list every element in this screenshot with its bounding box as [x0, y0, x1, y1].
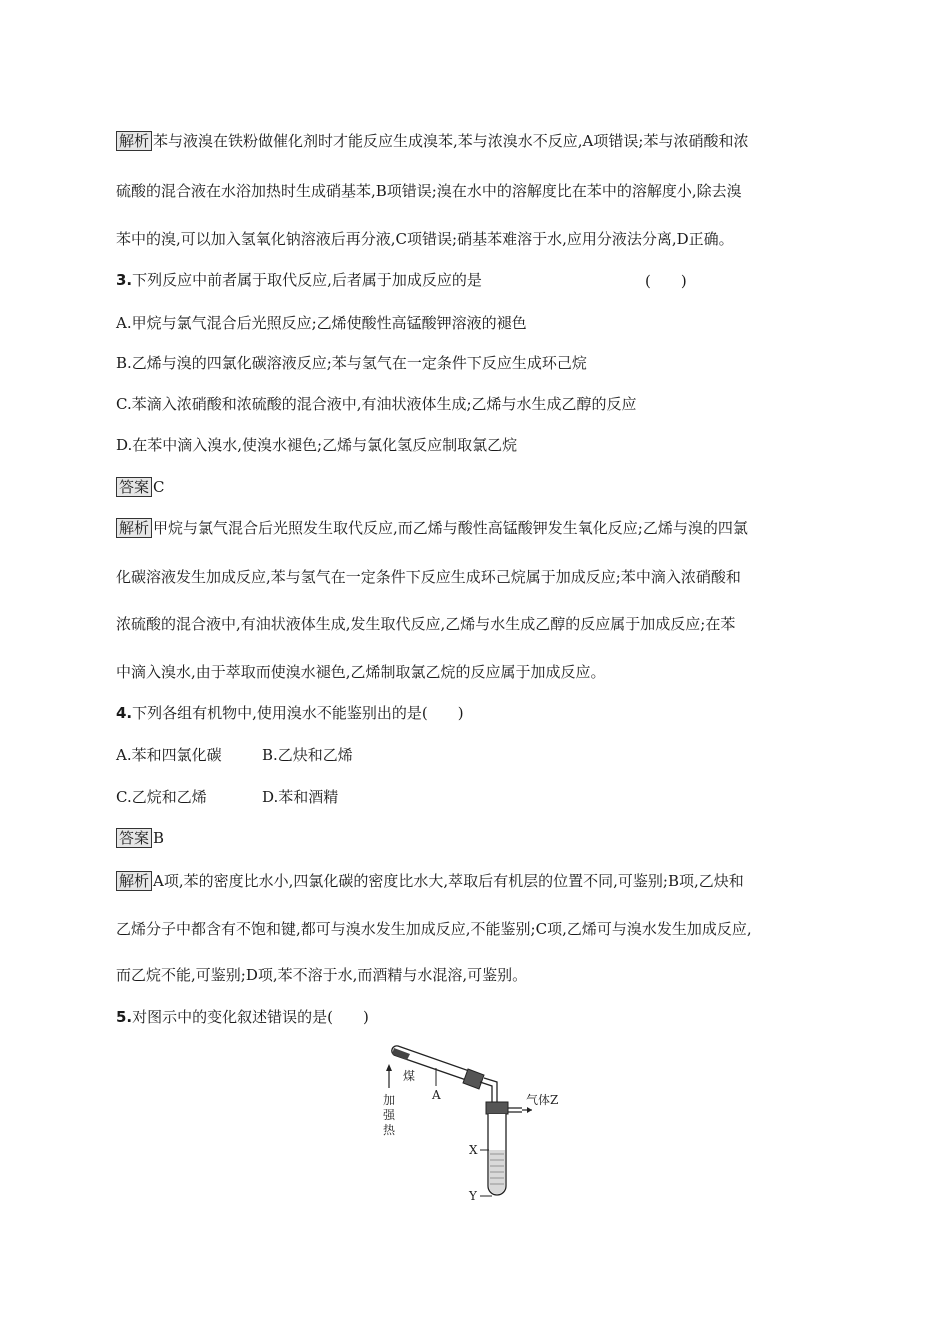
x-label: X	[469, 1143, 478, 1157]
q3-option-a: A.甲烷与氯气混合后光照反应;乙烯使酸性高锰酸钾溶液的褪色	[116, 314, 527, 332]
q4-option-d: D.苯和酒精	[262, 788, 339, 806]
q4-analysis-line-1: 解析 A项,苯的密度比水小,四氯化碳的密度比水大,萃取后有机层的位置不同,可鉴别;B项,乙炔和	[116, 871, 744, 891]
question-number: 5.	[116, 1008, 133, 1026]
q3-analysis-line-2: 化碳溶液发生加成反应,苯与氢气在一定条件下反应生成环己烷属于加成反应;苯中滴入浓硝酸和	[116, 568, 741, 586]
q4-stem: 4.下列各组有机物中,使用溴水不能鉴别出的是( )	[116, 704, 464, 722]
q2-analysis-line-1: 解析 苯与液溴在铁粉做催化剂时才能反应生成溴苯,苯与浓溴水不反应,A项错误;苯与浓硝酸和浓	[116, 131, 748, 151]
q4-answer: 答案 B	[116, 828, 164, 848]
q3-answer-blank: ( )	[645, 272, 687, 290]
a-label: A	[432, 1088, 441, 1102]
q3-option-d: D.在苯中滴入溴水,使溴水褪色;乙烯与氯化氢反应制取氯乙烷	[116, 436, 518, 454]
q3-answer: 答案 C	[116, 477, 165, 497]
q3-analysis-line-4: 中滴入溴水,由于萃取而使溴水褪色,乙烯制取氯乙烷的反应属于加成反应。	[116, 663, 606, 681]
receiver-stopper	[486, 1102, 508, 1114]
heat-label-2: 强	[383, 1108, 396, 1122]
q3-analysis-line-3: 浓硫酸的混合液中,有油状液体生成,发生取代反应,乙烯与水生成乙醇的反应属于加成反应;在苯	[116, 615, 736, 633]
q4-analysis-line-2: 乙烯分子中都含有不饱和键,都可与溴水发生加成反应,不能鉴别;C项,乙烯可与溴水发生加成反应,	[116, 920, 752, 938]
gas-z-label: 气体Z	[526, 1093, 559, 1107]
heat-label-3: 热	[383, 1123, 396, 1137]
question-number: 4.	[116, 704, 133, 722]
coal-label: 煤	[403, 1069, 416, 1083]
answer-tag: 答案	[116, 828, 152, 848]
q3-option-b: B.乙烯与溴的四氯化碳溶液反应;苯与氢气在一定条件下反应生成环己烷	[116, 354, 587, 372]
q5-stem: 5.对图示中的变化叙述错误的是( )	[116, 1008, 369, 1026]
analysis-tag: 解析	[116, 131, 152, 151]
q4-option-a: A.苯和四氯化碳	[116, 746, 222, 764]
q4-option-b: B.乙炔和乙烯	[262, 746, 353, 764]
q2-analysis-line-3: 苯中的溴,可以加入氢氧化钠溶液后再分液,C项错误;硝基苯难溶于水,应用分液法分离,D正确。	[116, 230, 734, 248]
q3-stem: 3.下列反应中前者属于取代反应,后者属于加成反应的是	[116, 271, 482, 289]
q4-analysis-line-3: 而乙烷不能,可鉴别;D项,苯不溶于水,而酒精与水混溶,可鉴别。	[116, 966, 528, 984]
q3-analysis-line-1: 解析 甲烷与氯气混合后光照发生取代反应,而乙烯与酸性高锰酸钾发生氧化反应;乙烯与溴的四氯	[116, 518, 748, 538]
analysis-tag: 解析	[116, 871, 152, 891]
q2-analysis-line-2: 硫酸的混合液在水浴加热时生成硝基苯,B项错误;溴在水中的溶解度比在苯中的溶解度小,除去溴	[116, 182, 742, 200]
answer-tag: 答案	[116, 477, 152, 497]
coal-pyrolysis-apparatus-figure	[380, 1038, 580, 1204]
q3-option-c: C.苯滴入浓硝酸和浓硫酸的混合液中,有油状液体生成;乙烯与水生成乙醇的反应	[116, 395, 637, 413]
heat-label-1: 加	[383, 1093, 396, 1107]
question-number: 3.	[116, 271, 133, 289]
y-label: Y	[469, 1189, 477, 1203]
analysis-tag: 解析	[116, 518, 152, 538]
q4-option-c: C.乙烷和乙烯	[116, 788, 207, 806]
